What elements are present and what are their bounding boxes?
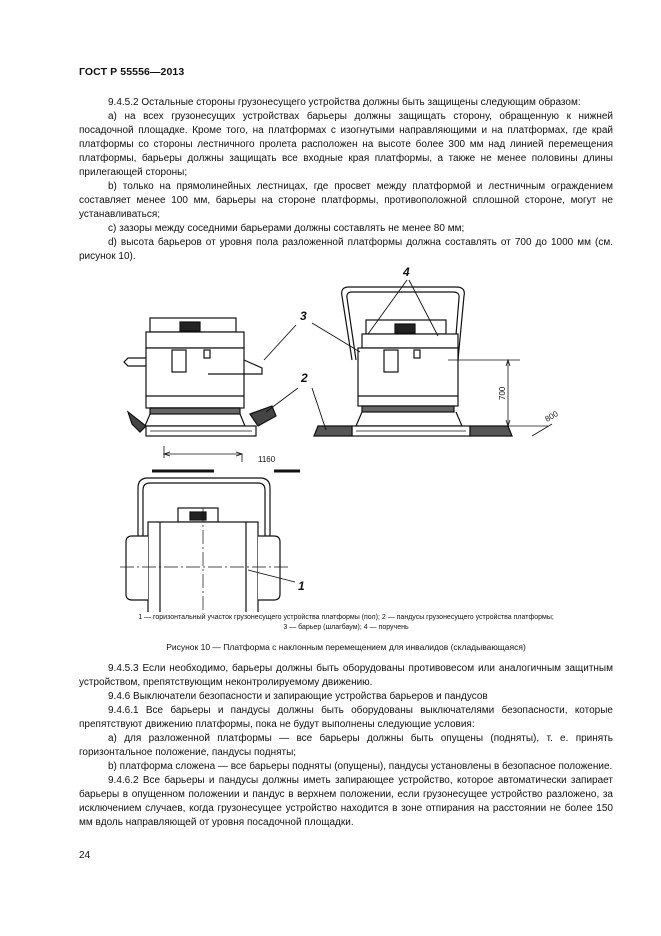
legend-text-3: — барьер (шлагбаум);	[287, 624, 364, 631]
figure-caption: Рисунок 10 — Платформа с наклонным перемещением для инвалидов (складывающаяся)	[166, 642, 526, 652]
clause-item-a: a) на всех грузонесущих устройствах барьеры должны защищать сторону, обращенную к нижней посадочной площадке. Кроме того, на платформах с изогнутыми направляющими и на платформах, где край платформы со стороны лестничного пролета расположен на высоте более 300 мм над линией перемещения платформы, барьеры должны защищать все входные края платформы, а также не менее половины длины прилегающей стороны;	[79, 111, 613, 178]
clause-9-4-6-1-intro: 9.4.6.1 Все барьеры и пандусы должны быть оборудованы выключателями безопасности, которые препятствуют движению платформы, пока не будут выполнены следующие условия:	[79, 705, 613, 730]
clause-9-4-5-2-intro: 9.4.5.2 Остальные стороны грузонесущего устройства должны быть защищены следующим образом:	[108, 97, 581, 108]
clause-9-4-6-1-a: a) для разложенной платформы — все барьеры должны быть опущены (подняты), т. е. принять горизонтальное положение, пандусы подняты;	[79, 733, 613, 758]
dimension-800: 800	[543, 409, 560, 424]
clause-9-4-5-2	[79, 96, 613, 264]
legend-number-1: 1	[138, 614, 143, 621]
callout-3: 3	[300, 309, 307, 323]
clause-item-b: b) только на прямолинейных лестницах, где просвет между платформой и лестничным ограждением составляет менее 100 мм, барьеры на стороне платформы, противоположной сплошной стороне, могут не устанавливаться;	[79, 181, 613, 220]
clause-9-4-6-1-b: b) платформа сложена — все барьеры подняты (опущены), пандусы установлены в безопасное положение.	[108, 761, 613, 772]
callout-2: 2	[301, 371, 308, 385]
legend-number-3: 3	[283, 624, 288, 631]
clause-9-4-6-2: 9.4.6.2 Все барьеры и пандусы должны иметь запирающее устройство, которое автоматически запирает барьеры в опущенном положении и пандус в верхнем положении, если грузонесущее устройство разложено, за исключением случаев, когда грузонесущее устройство находится в зоне отпирания на расстоянии не более 150 мм вдоль направляющей от уровня посадочной площадки.	[79, 775, 613, 828]
figure-legend	[79, 613, 613, 633]
dimension-700: 700	[498, 386, 507, 400]
left-side-view	[124, 318, 276, 462]
clause-9-4-6-heading: 9.4.6 Выключатели безопасности и запирающие устройства барьеров и пандусов	[108, 691, 488, 702]
clauses-9-4-5-3-to-9-4-6-2	[79, 662, 613, 830]
legend-number-2: 2	[381, 614, 386, 621]
legend-text-4: — поручень	[367, 624, 409, 631]
right-side-view	[314, 287, 552, 436]
document-code-header: ГОСТ Р 55556—2013	[79, 66, 185, 78]
clause-item-c: c) зазоры между соседними барьерами должны составлять не менее 80 мм;	[108, 223, 465, 234]
legend-text-2: — пандусы грузонесущего устройства платформы;	[385, 614, 554, 621]
legend-number-4: 4	[363, 624, 368, 631]
page-number: 24	[79, 850, 91, 861]
callout-1: 1	[298, 579, 305, 593]
clause-item-d: d) высота барьеров от уровня пола разложенной платформы должна составлять от 700 до 1000 мм (см. рисунок 10).	[79, 237, 613, 262]
figure-10-drawing	[110, 262, 580, 612]
plan-view	[120, 471, 300, 612]
legend-text-1: — горизонтальный участок грузонесущего устройства платформы (пол);	[142, 614, 382, 621]
callout-4: 4	[403, 265, 410, 279]
clause-9-4-5-3: 9.4.5.3 Если необходимо, барьеры должны быть оборудованы противовесом или аналогичным защитным устройством, препятствующим неконтролируемому движению.	[79, 663, 613, 688]
dimension-1160: 1160	[258, 455, 276, 464]
